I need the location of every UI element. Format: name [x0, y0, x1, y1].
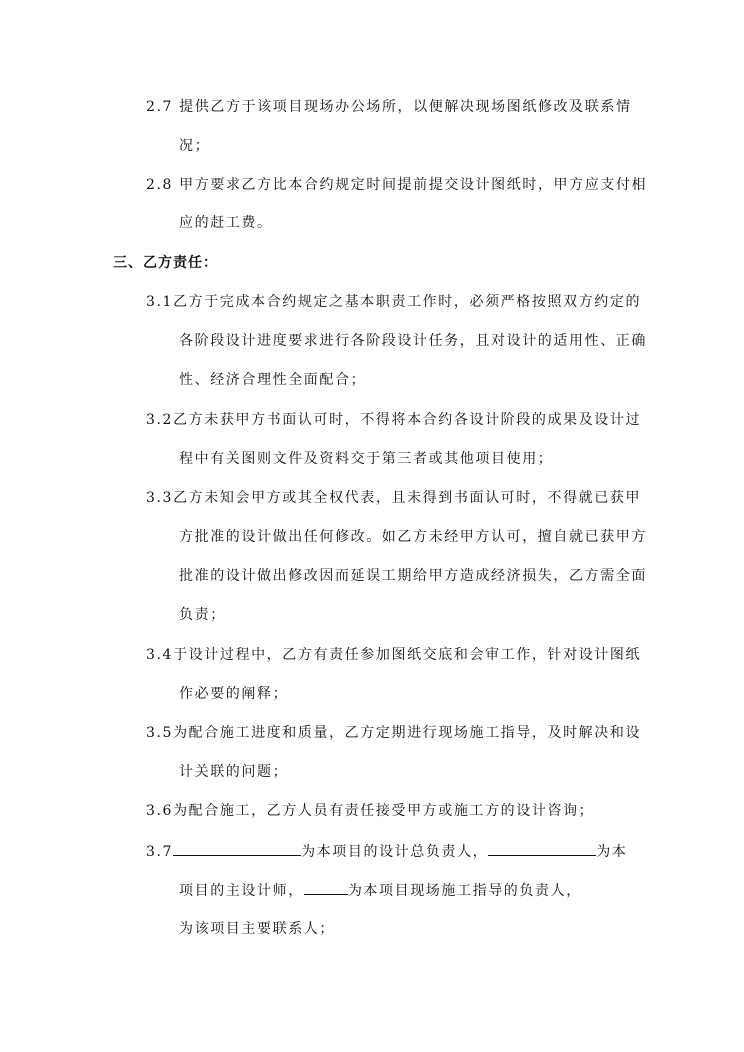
item-2-7-line-1	[146, 97, 632, 117]
item-text: 乙方于完成本合约规定之基本职责工作时，必须严格按照双方约定的	[173, 294, 642, 310]
item-3-3-line-4: 负责；	[179, 607, 226, 623]
item-number: 3.6	[146, 803, 174, 819]
item-3-2-line-1	[146, 410, 641, 430]
item-3-7-line-3: 为该项目主要联系人；	[179, 921, 335, 937]
section-3-heading: 三、乙方责任：	[113, 255, 218, 271]
item-3-6-line-1	[146, 801, 594, 821]
item-3-2-line-2: 程中有关图则文件及资料交于第三者或其他项目使用；	[179, 451, 554, 467]
item-text: 为本	[596, 844, 628, 860]
item-3-1-line-1	[146, 292, 641, 312]
item-text: 提供乙方于该项目现场办公场所，以便解决现场图纸修改及联系情	[179, 99, 632, 115]
item-3-1-line-2: 各阶段设计进度要求进行各阶段设计任务，且对设计的适用性、正确	[179, 333, 647, 349]
item-text: 为本项目的设计总负责人，	[301, 844, 489, 860]
item-number: 2.7	[146, 99, 174, 115]
blank-main-designer-field[interactable]	[488, 841, 596, 856]
item-text: 为本项目现场施工指导的负责人，	[347, 883, 582, 899]
item-number: 3.5	[146, 725, 174, 741]
item-text: 乙方未知会甲方或其全权代表，且未得到书面认可时，不得就已获甲	[173, 490, 642, 506]
item-text: 乙方未获甲方书面认可时，不得将本合约各设计阶段的成果及设计过	[173, 412, 642, 428]
item-text: 甲方要求乙方比本合约规定时间提前提交设计图纸时，甲方应支付相	[179, 177, 648, 193]
item-3-5-line-1	[146, 723, 641, 743]
item-number: 3.4	[146, 647, 174, 663]
item-2-7-line-2: 况；	[179, 138, 211, 154]
item-text: 项目的主设计师，	[179, 883, 304, 899]
item-2-8-line-2: 应的赶工费。	[179, 215, 273, 231]
item-number: 3.3	[146, 490, 174, 506]
item-3-7-line-1	[146, 841, 627, 862]
item-3-3-line-3: 批准的设计做出修改因而延误工期给甲方造成经济损失，乙方需全面	[179, 568, 647, 584]
item-number: 3.1	[146, 294, 174, 310]
blank-design-lead-field[interactable]	[173, 841, 301, 856]
item-text: 于设计过程中，乙方有责任参加图纸交底和会审工作，针对设计图纸	[173, 647, 642, 663]
item-number: 3.7	[146, 844, 174, 860]
item-text: 为配合施工进度和质量，乙方定期进行现场施工指导，及时解决和设	[173, 725, 642, 741]
item-3-7-line-2	[179, 880, 582, 901]
item-number: 3.2	[146, 412, 174, 428]
item-3-3-line-1	[146, 488, 641, 508]
item-3-4-line-1	[146, 645, 641, 665]
item-3-3-line-2: 方批准的设计做出任何修改。如乙方未经甲方认可，擅自就已获甲方	[179, 529, 647, 545]
item-3-1-line-3: 性、经济合理性全面配合；	[179, 372, 367, 388]
item-2-8-line-1	[146, 175, 647, 195]
item-text: 为配合施工，乙方人员有责任接受甲方或施工方的设计咨询；	[173, 803, 595, 819]
item-number: 2.8	[146, 177, 174, 193]
item-3-4-line-2: 作必要的阐释；	[179, 686, 289, 702]
blank-site-lead-field[interactable]	[304, 880, 348, 895]
item-3-5-line-2: 计关联的问题；	[179, 764, 289, 780]
